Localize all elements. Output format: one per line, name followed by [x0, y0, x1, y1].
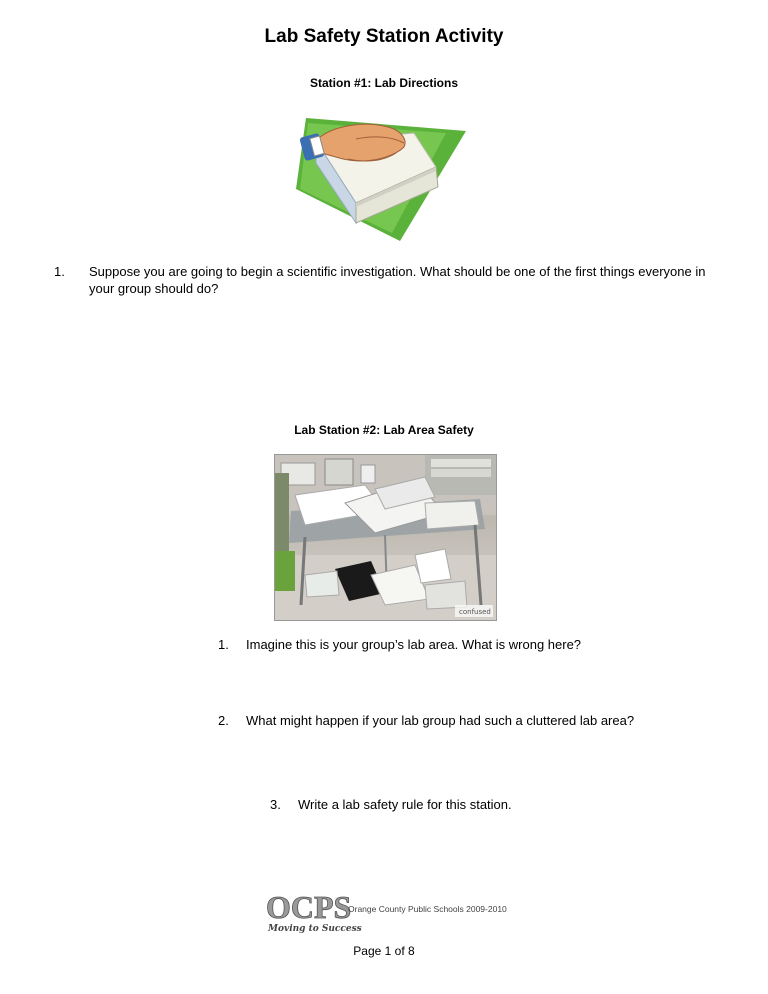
- question-text: What might happen if your lab group had such a cluttered lab area?: [246, 713, 635, 728]
- logo-tagline: Orange County Public Schools 2009-2010: [348, 904, 507, 914]
- ocps-logo: [260, 886, 510, 934]
- question-number: 2.: [218, 713, 229, 728]
- photo-caption: confused: [459, 608, 491, 616]
- question-1: [54, 263, 714, 297]
- question-number: 3.: [270, 797, 281, 812]
- page-title: Lab Safety Station Activity: [264, 26, 504, 47]
- station-1-heading: Station #1: Lab Directions: [309, 76, 459, 90]
- logo-letters: OCPS: [266, 889, 352, 925]
- station-2-heading: Lab Station #2: Lab Area Safety: [294, 423, 474, 437]
- page-number: Page 1 of 8: [353, 944, 415, 958]
- cluttered-desk-photo: [274, 454, 497, 621]
- question-station2-1: [218, 637, 581, 652]
- question-number: 1.: [218, 637, 229, 652]
- logo-script: Moving to Success: [268, 924, 362, 934]
- question-text: Write a lab safety rule for this station.: [298, 797, 512, 812]
- question-station2-2: [218, 713, 634, 728]
- question-text: Imagine this is your group’s lab area. What is wrong here?: [246, 637, 582, 652]
- hand-on-book-icon: [296, 103, 468, 245]
- question-station2-3: [270, 797, 512, 812]
- question-number: 1.: [54, 264, 65, 279]
- question-text: Suppose you are going to begin a scientific investigation. What should be one of the first things everyone in your group should do?: [89, 264, 706, 296]
